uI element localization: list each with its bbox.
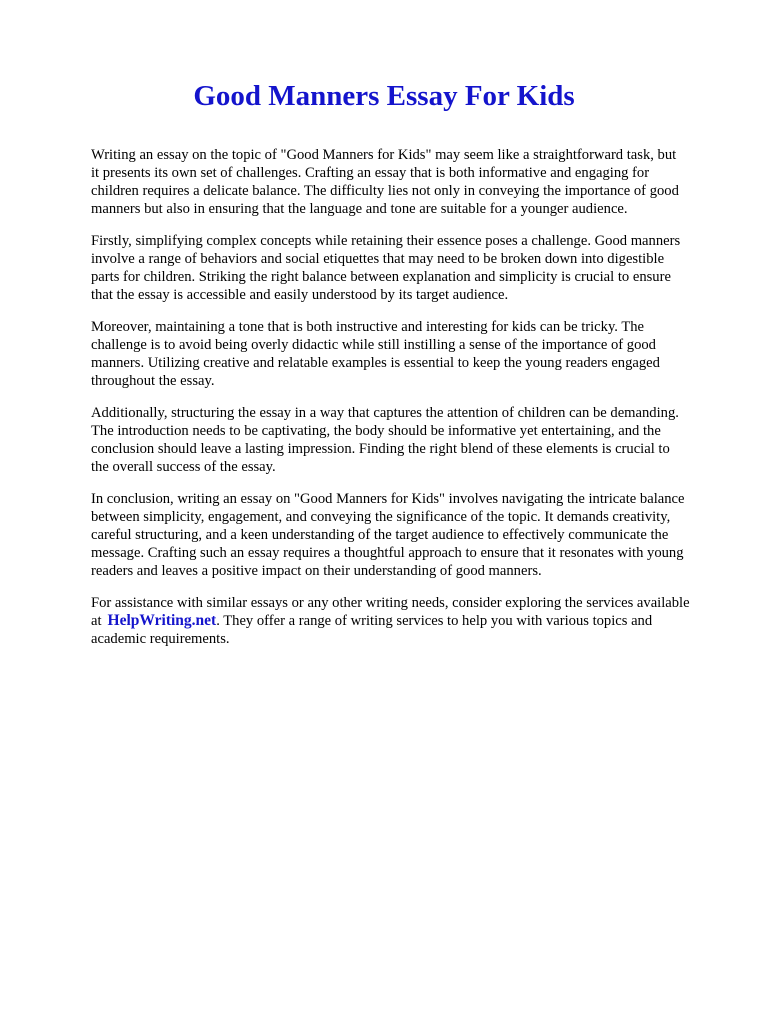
text-line: the overall success of the essay. xyxy=(91,459,276,475)
text-line: it presents its own set of challenges. Crafting an essay that is both informative and engaging for xyxy=(91,165,650,181)
page-title: Good Manners Essay For Kids xyxy=(193,80,575,112)
essay-body xyxy=(91,146,731,662)
text-line: For assistance with similar essays or any other writing needs, consider exploring the services available xyxy=(91,595,690,611)
text-line: conclusion should leave a lasting impression. Finding the right blend of these elements is crucial to xyxy=(91,441,670,457)
text-line: involve a range of behaviors and social etiquettes that may need to be broken down into digestible xyxy=(91,251,665,267)
text-line: children requires a delicate balance. The difficulty lies not only in conveying the importance of good xyxy=(91,183,679,199)
text-line: The introduction needs to be captivating, the body should be informative yet entertaining, and the xyxy=(91,423,661,439)
text-line: careful structuring, and a keen understanding of the target audience to effectively communicate the xyxy=(91,527,669,543)
text-line: readers and leaves a positive impact on their understanding of good manners. xyxy=(91,563,542,579)
text-line: manners. Utilizing creative and relatable examples is essential to keep the young readers engaged xyxy=(91,355,660,371)
text-line: challenge is to avoid being overly didactic while still instilling a sense of the importance of good xyxy=(91,337,656,353)
paragraph-4 xyxy=(91,404,731,476)
text-line: between simplicity, engagement, and conveying the significance of the topic. It demands creativity, xyxy=(91,509,671,525)
text-line: Writing an essay on the topic of "Good Manners for Kids" may seem like a straightforward task, but xyxy=(91,147,677,163)
text-line: Moreover, maintaining a tone that is both instructive and interesting for kids can be tricky. The xyxy=(91,319,645,335)
paragraph-5 xyxy=(91,490,731,580)
text-line: throughout the essay. xyxy=(91,373,215,389)
text-line: parts for children. Striking the right balance between explanation and simplicity is crucial to ensure xyxy=(91,269,671,285)
closing-paragraph xyxy=(91,594,731,648)
paragraph-2 xyxy=(91,232,731,304)
text-line: In conclusion, writing an essay on "Good Manners for Kids" involves navigating the intricate balance xyxy=(91,491,685,507)
text-line: Firstly, simplifying complex concepts while retaining their essence poses a challenge. Good manners xyxy=(91,233,681,249)
text-line-with-link xyxy=(91,612,731,630)
link-suffix: . They offer a range of writing services to help you with various topics and xyxy=(216,613,653,629)
link-prefix: at xyxy=(91,613,102,629)
text-line: message. Crafting such an essay requires a thoughtful approach to ensure that it resonates with young xyxy=(91,545,684,561)
text-line: Additionally, structuring the essay in a way that captures the attention of children can be demanding. xyxy=(91,405,679,421)
paragraph-3 xyxy=(91,318,731,390)
paragraph-1 xyxy=(91,146,731,218)
text-line: that the essay is accessible and easily understood by its target audience. xyxy=(91,287,509,303)
text-line: academic requirements. xyxy=(91,631,230,647)
helpwriting-link[interactable]: HelpWriting.net xyxy=(107,612,217,629)
text-line: manners but also in ensuring that the language and tone are suitable for a younger audience. xyxy=(91,201,628,217)
